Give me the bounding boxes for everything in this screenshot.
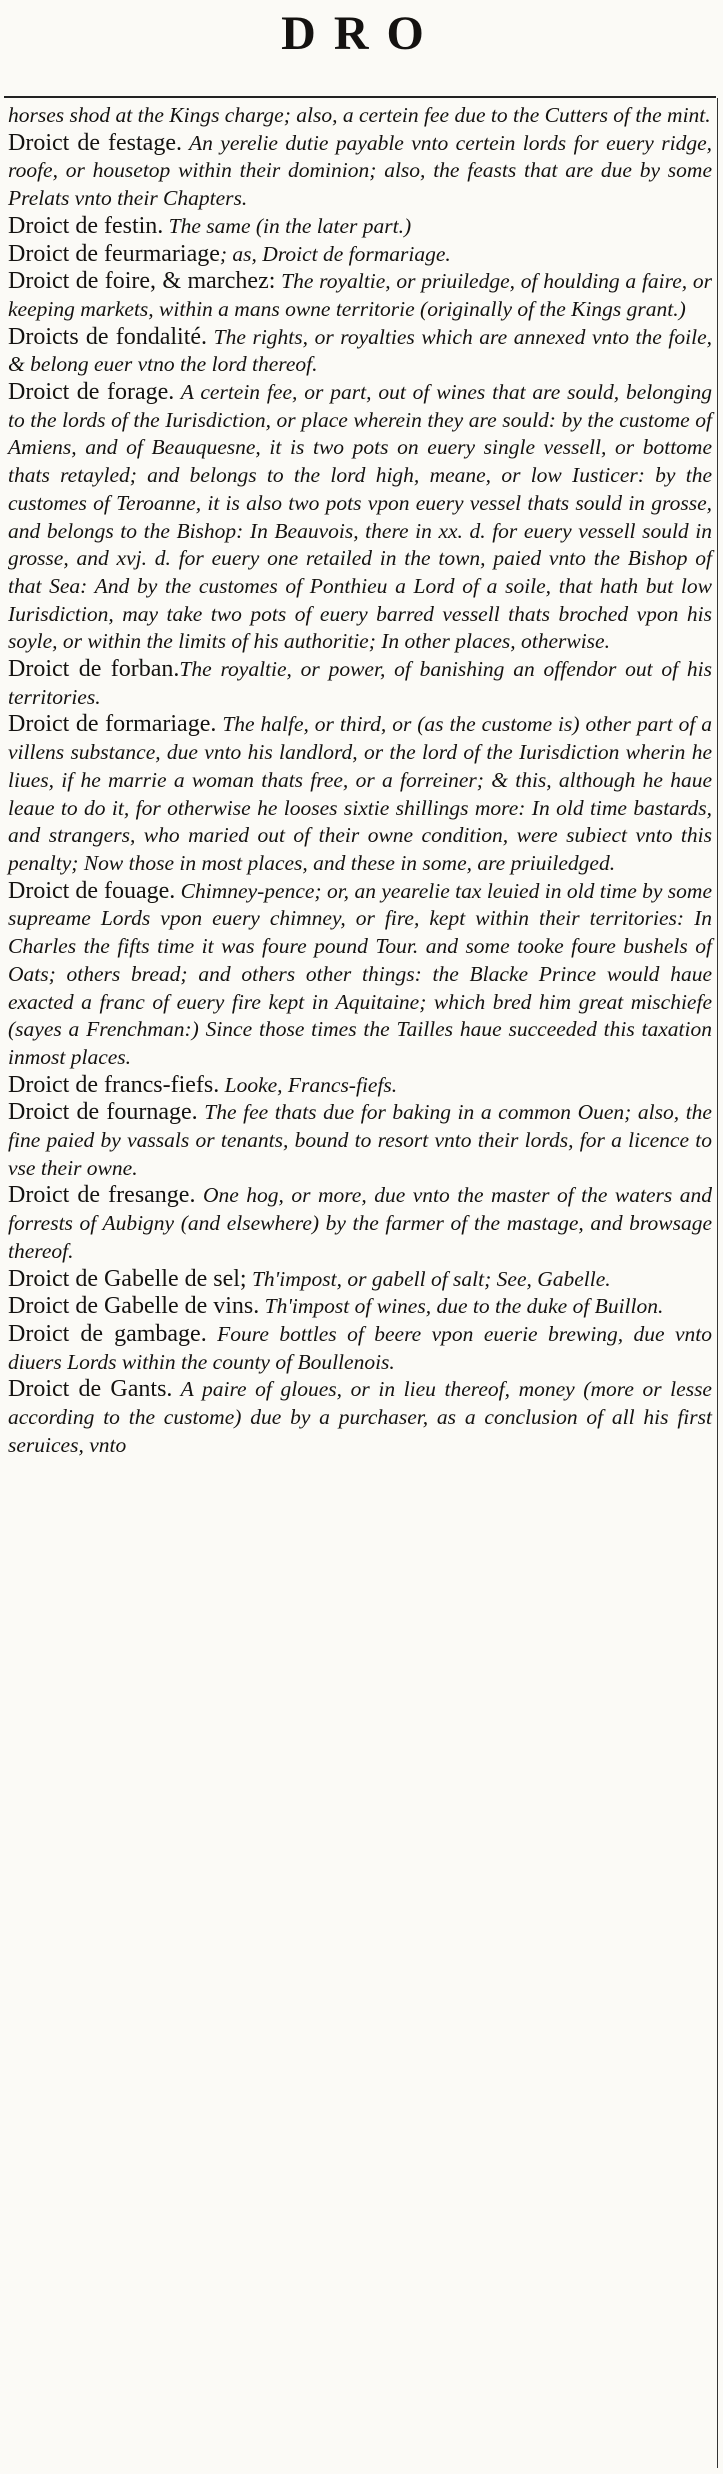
- entry-definition: Looke, Francs-fiefs.: [219, 1072, 398, 1097]
- entry: [8, 1099, 712, 1182]
- entry-definition: One hog, or more, due vnto the master of the waters and forrests of Aubigny (and elsewhere) by the farmer of the mastage, and browsage thereof.: [8, 1183, 712, 1263]
- entry: [8, 878, 712, 1072]
- entry: [8, 1321, 712, 1376]
- entry-definition: An yerelie dutie payable vnto certein lords for euery ridge, roofe, or housetop within their dominion; also, the feasts that are due by some Prelats vnto their Chapters.: [8, 130, 712, 211]
- entry-definition: Foure bottles of beere vpon euerie brewing, due vnto diuers Lords within the county of Boullenois.: [8, 1321, 712, 1374]
- entry-definition: The rights, or royalties which are annexed vnto the foile, & belong euer vtno the lord thereof.: [8, 324, 712, 377]
- entry-headword: Droict de formariage.: [8, 711, 217, 738]
- entry: [8, 130, 712, 213]
- entry-continued: [8, 102, 712, 130]
- running-head: DRO: [281, 7, 442, 60]
- entry-definition: The fee thats due for baking in a common Ouen; also, the fine paied by vassals or tenants, bound to resort vnto their lords, for a licence to vse their owne.: [8, 1100, 712, 1180]
- entry: [8, 1266, 712, 1294]
- entry-headword: Droict de Gabelle de vins.: [8, 1293, 260, 1320]
- entry-headword: Droict de fournage.: [8, 1099, 198, 1126]
- entry-headword: Droict de Gants.: [8, 1376, 173, 1403]
- entry: [8, 268, 712, 323]
- entry-definition: horses shod at the Kings charge; also, a certein fee due to the Cutters of the mint.: [8, 103, 711, 127]
- entry-definition: The royaltie, or priuiledge, of houlding a faire, or keeping markets, within a mans owne territorie (originally of the Kings grant.): [8, 269, 712, 321]
- entry-headword: Droict de festage.: [8, 129, 182, 156]
- entry-definition: Th'impost of wines, due to the duke of Buillon.: [259, 1294, 664, 1319]
- entry-headword: Droict de Gabelle de sel;: [8, 1265, 247, 1292]
- entry: [8, 213, 712, 241]
- page-header: [0, 0, 723, 92]
- entry-headword: Droict de foire, & marchez:: [8, 268, 276, 295]
- entry: [8, 656, 712, 711]
- entry: [8, 324, 712, 379]
- entry: [8, 379, 712, 656]
- entry: [8, 711, 712, 877]
- entry: [8, 1182, 712, 1265]
- entry-headword: Droict de francs-fiefs.: [8, 1071, 220, 1098]
- entry-definition: Chimney-pence; or, an yearelie tax leuied in old time by some supreame Lords vpon euery chimney, or fire, kept within their territories: In Charles the fifts time it was foure pound Tour. and some tooke foure bushels of Oats; others bread; and others other things: the Blacke Prince would haue exacted a franc of euery fire kept in Aquitaine; which bred him great mischiefe (sayes a Frenchman:) Since those times the Tailles haue succeeded this taxation inmost places.: [8, 878, 712, 1069]
- entry-definition: Th'impost, or gabell of salt; See, Gabelle.: [246, 1266, 611, 1291]
- entry-column: [8, 102, 712, 1459]
- entry: [8, 241, 712, 269]
- entry-headword: Droict de forage.: [8, 379, 175, 406]
- entry-definition: The royaltie, or power, of banishing an offendor out of his territories.: [8, 657, 712, 709]
- entry-headword: Droict de gambage.: [8, 1320, 207, 1347]
- entry-headword: Droict de festin.: [8, 212, 164, 239]
- entry-definition: The same (in the later part.): [163, 213, 412, 238]
- entry: [8, 1376, 712, 1459]
- entry-headword: Droict de fresange.: [8, 1182, 196, 1209]
- header-rule: [4, 96, 716, 98]
- entry-definition: A certein fee, or part, out of wines that are sould, belonging to the lords of the Iurisdiction, or place wherein they are sould: by the custome of Amiens, and of Beauquesne, it is two pots on euery single vessell, or bottome thats retayled; and belongs to the lord high, meane, or low Iusticer: by the customes of Teroanne, it is also two pots vpon euery vessel thats sould in grosse, and belongs to the Bishop: In Beauvois, there in xx. d. for euery vessell sould in grosse, and xvj. d. for euery one retailed in the town, paied vnto the Bishop of that Sea: And by the customes of Ponthieu a Lord of a soile, that hath but low Iurisdiction, may take two pots of euery barred vessell thats broched vpon his soyle, or within the limits of his authoritie; In other places, otherwise.: [8, 380, 713, 654]
- entry-definition: ; as, Droict de formariage.: [219, 241, 451, 266]
- entry-headword: Droict de forban.: [8, 656, 180, 683]
- entry: [8, 1072, 712, 1100]
- entry-headword: Droicts de fondalité.: [8, 323, 208, 350]
- entry-headword: Droict de fouage.: [8, 877, 176, 904]
- entry-definition: A paire of gloues, or in lieu thereof, money (more or lesse according to the custome) due by a purchaser, as a conclusion of all his first seruices, vnto: [8, 1377, 712, 1457]
- entry-definition: The halfe, or third, or (as the custome is) other part of a villens substance, due vnto his landlord, or the lord of the Iurisdiction wherin he liues, if he marrie a woman thats free, or a forreiner; & this, although he haue leaue to do it, for otherwise he looses sixtie shillings more: In old time bastards, and strangers, who maried out of their owne condition, were subiect vnto this penalty; Now those in most places, and these in some, are priuiledged.: [8, 712, 713, 875]
- entry: [8, 1293, 712, 1321]
- column-rule: [717, 98, 718, 2468]
- entry-headword: Droict de feurmariage: [8, 240, 220, 267]
